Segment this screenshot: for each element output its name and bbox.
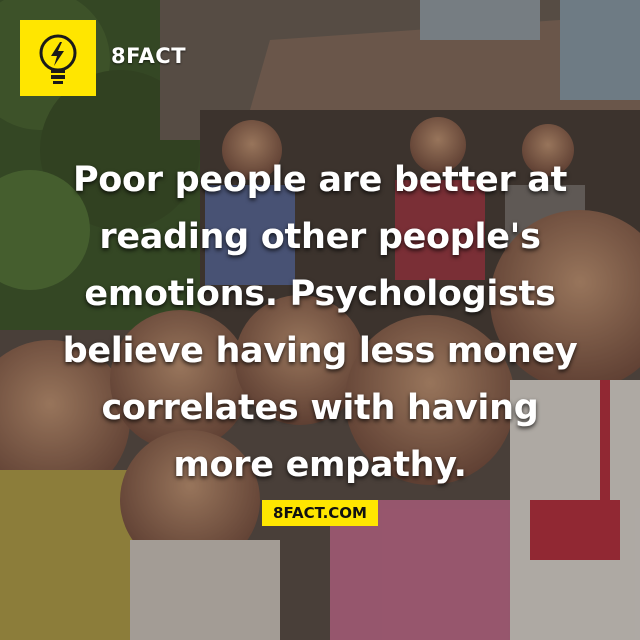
fact-line: emotions. Psychologists: [84, 274, 556, 314]
website-badge: 8FACT.COM: [262, 500, 378, 526]
fact-line: reading other people's: [99, 217, 541, 257]
brand-name: 8FACT: [111, 44, 187, 68]
fact-line: Poor people are better at: [72, 160, 568, 200]
fact-text: [30, 152, 610, 494]
fact-line: more empathy.: [173, 445, 467, 485]
fact-line: believe having less money: [62, 331, 578, 371]
fact-line: correlates with having: [101, 388, 539, 428]
lightbulb-icon: [20, 20, 96, 96]
logo-badge: [20, 20, 96, 96]
